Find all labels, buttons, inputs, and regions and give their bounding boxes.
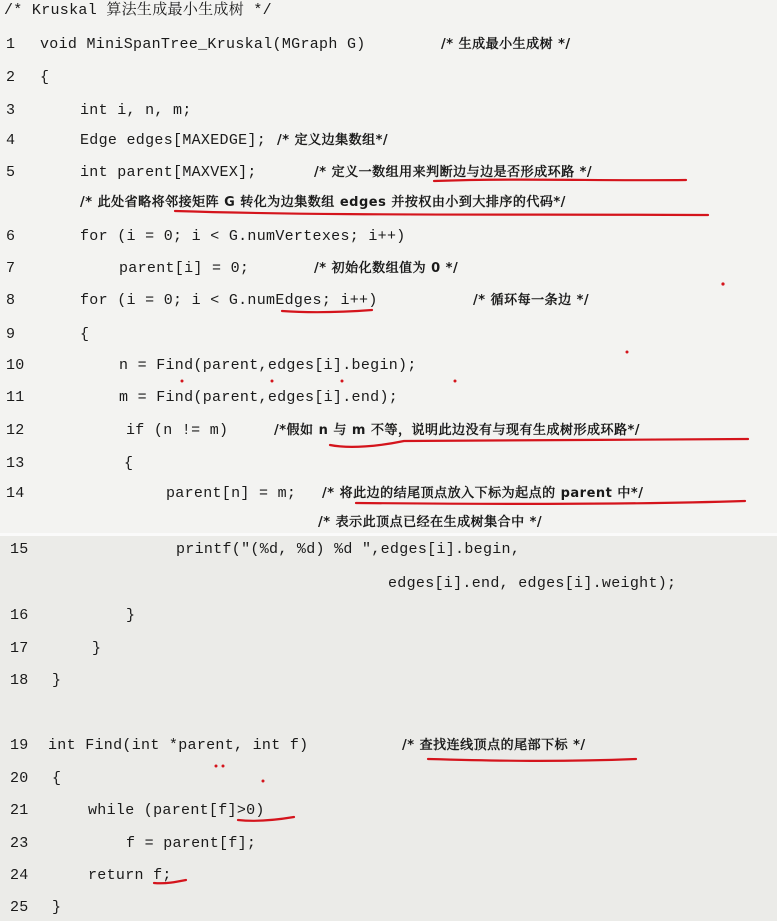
code-text: { (40, 69, 50, 86)
code-text: int parent[MAXVEX]; (80, 164, 257, 181)
code-text: return f; (88, 867, 172, 884)
line-number: 1 (6, 36, 16, 53)
code-comment: /* 循环每一条边 */ (473, 293, 590, 308)
code-text: } (126, 607, 136, 624)
code-text: m = Find(parent,edges[i].end); (119, 389, 399, 406)
line-number: 5 (6, 164, 16, 181)
line-number: 9 (6, 326, 16, 343)
line-number: 19 (10, 737, 29, 754)
line-number: 23 (10, 835, 29, 852)
line-number: 3 (6, 102, 16, 119)
line-number: 25 (10, 899, 29, 916)
line-number: 16 (10, 607, 29, 624)
code-text: parent[i] = 0; (119, 260, 250, 277)
code-text: edges[i].end, edges[i].weight); (388, 575, 677, 592)
line-number: 4 (6, 132, 16, 149)
code-text: if (n != m) (126, 422, 229, 439)
code-text: } (52, 672, 62, 689)
code-text: f = parent[f]; (126, 835, 257, 852)
code-text: } (92, 640, 102, 657)
code-text: { (80, 326, 90, 343)
code-comment: /* 将此边的结尾顶点放入下标为起点的 parent 中*/ (322, 486, 644, 501)
line-number: 7 (6, 260, 16, 277)
code-comment: /* 查找连线顶点的尾部下标 */ (402, 738, 586, 753)
code-text: void MiniSpanTree_Kruskal(MGraph G) (40, 36, 366, 53)
code-text: { (124, 455, 134, 472)
code-comment: /*假如 n 与 m 不等，说明此边没有与现有生成树形成环路*/ (274, 423, 640, 438)
line-number: 12 (6, 422, 25, 439)
code-text: int i, n, m; (80, 102, 192, 119)
code-text: int Find(int *parent, int f) (48, 737, 309, 754)
line-number: 2 (6, 69, 16, 86)
code-text: parent[n] = m; (166, 485, 297, 502)
line-number: 24 (10, 867, 29, 884)
code-comment: /* 定义边集数组*/ (277, 133, 389, 148)
line-number: 6 (6, 228, 16, 245)
code-comment: /* 此处省略将邻接矩阵 G 转化为边集数组 edges 并按权由小到大排序的代码*/ (80, 195, 566, 210)
line-number: 18 (10, 672, 29, 689)
line-number: 20 (10, 770, 29, 787)
code-comment: /* 生成最小生成树 */ (441, 37, 571, 52)
code-text: for (i = 0; i < G.numVertexes; i++) (80, 228, 406, 245)
code-text: printf("(%d, %d) %d ",edges[i].begin, (176, 541, 521, 558)
line-number: 10 (6, 357, 25, 374)
header-comment: /* Kruskal 算法生成最小生成树 */ (4, 2, 272, 19)
line-number: 11 (6, 389, 25, 406)
code-comment: /* 初始化数组值为 0 */ (314, 261, 459, 276)
line-number: 15 (10, 541, 29, 558)
code-text: while (parent[f]>0) (88, 802, 265, 819)
code-text: n = Find(parent,edges[i].begin); (119, 357, 417, 374)
code-text: { (52, 770, 62, 787)
line-number: 17 (10, 640, 29, 657)
code-text: } (52, 899, 62, 916)
code-text: for (i = 0; i < G.numEdges; i++) (80, 292, 378, 309)
line-number: 14 (6, 485, 25, 502)
line-number: 13 (6, 455, 25, 472)
code-text: Edge edges[MAXEDGE]; (80, 132, 267, 149)
line-number: 8 (6, 292, 16, 309)
line-number: 21 (10, 802, 29, 819)
code-comment: /* 表示此顶点已经在生成树集合中 */ (318, 515, 543, 530)
code-comment: /* 定义一数组用来判断边与边是否形成环路 */ (314, 165, 593, 180)
